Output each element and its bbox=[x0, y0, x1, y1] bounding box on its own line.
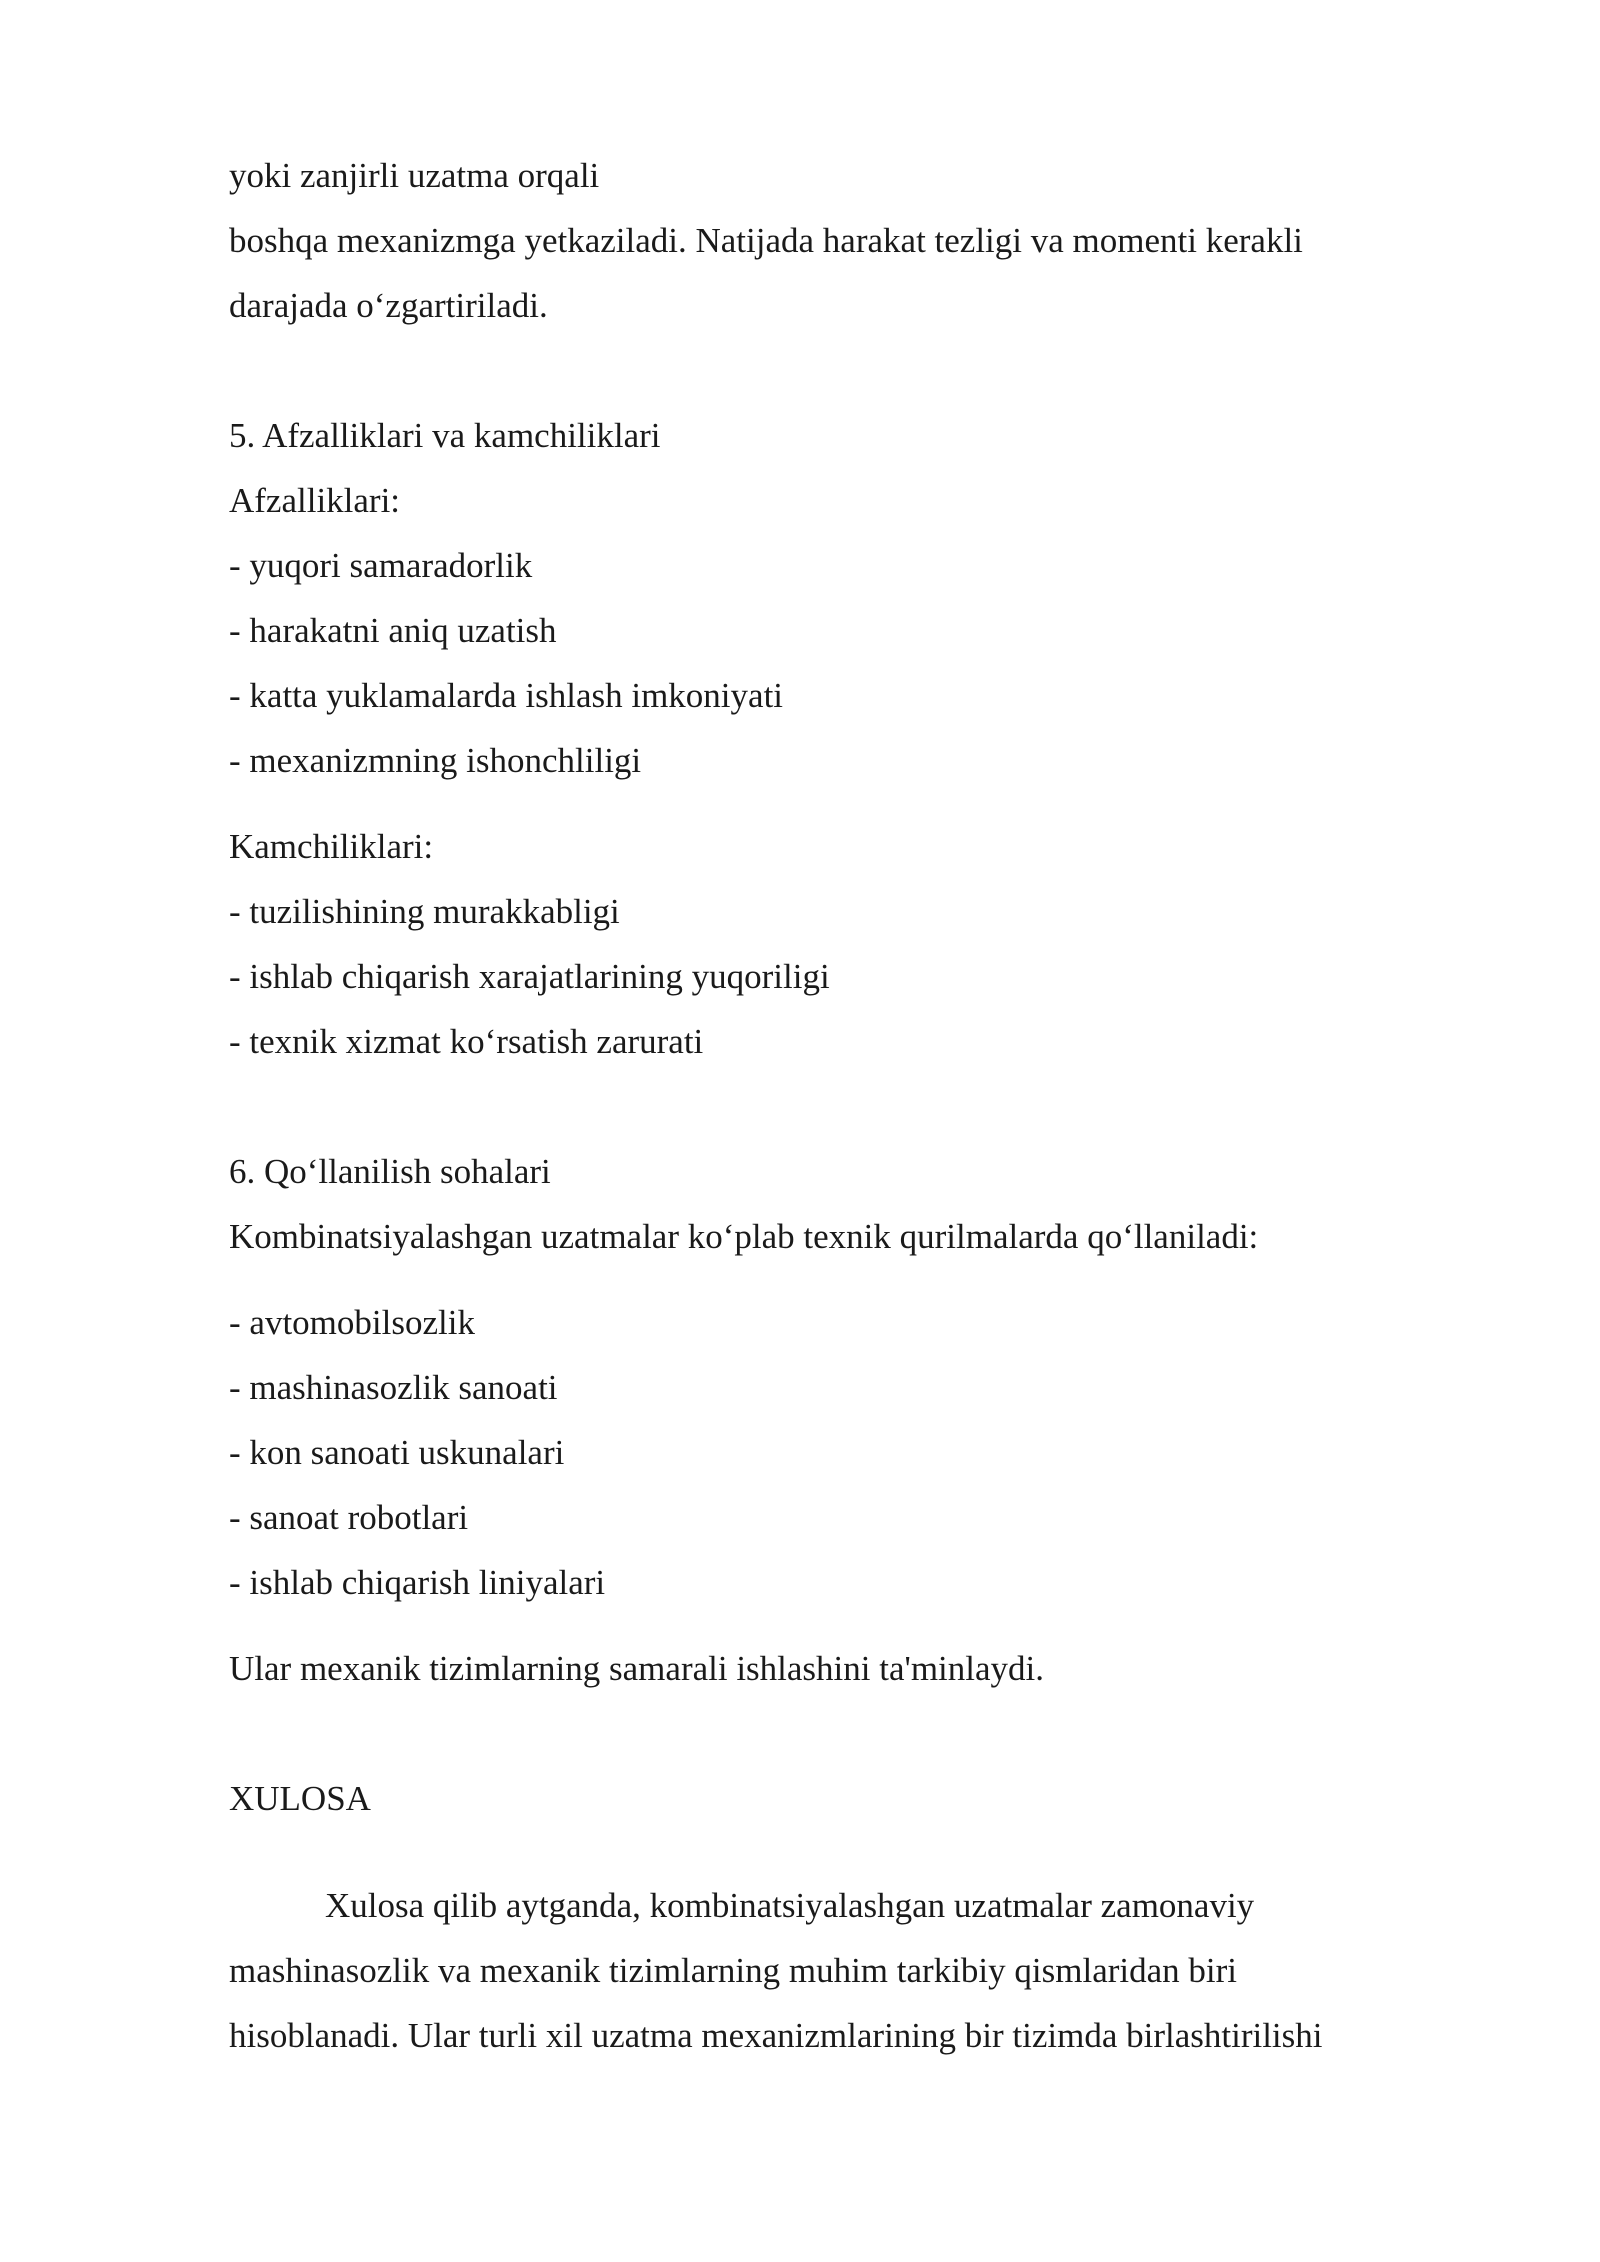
application-item: - ishlab chiqarish liniyalari bbox=[229, 1563, 606, 1602]
intro-line-3: darajada o‘zgartiriladi. bbox=[229, 286, 548, 325]
advantage-item: - yuqori samaradorlik bbox=[229, 546, 533, 585]
section-5-heading: 5. Afzalliklari va kamchiliklari bbox=[229, 416, 661, 455]
application-item: - mashinasozlik sanoati bbox=[229, 1368, 558, 1407]
advantage-item: - harakatni aniq uzatish bbox=[229, 611, 557, 650]
section-6-heading: 6. Qo‘llanilish sohalari bbox=[229, 1152, 551, 1191]
application-item: - sanoat robotlari bbox=[229, 1498, 469, 1537]
section-6-closing: Ular mexanik tizimlarning samarali ishlashini ta'minlaydi. bbox=[229, 1649, 1044, 1688]
application-item: - avtomobilsozlik bbox=[229, 1303, 475, 1342]
application-item: - kon sanoati uskunalari bbox=[229, 1433, 565, 1472]
disadvantages-title: Kamchiliklari: bbox=[229, 827, 434, 866]
conclusion-heading: XULOSA bbox=[229, 1779, 371, 1818]
disadvantage-item: - texnik xizmat ko‘rsatish zarurati bbox=[229, 1022, 704, 1061]
disadvantage-item: - tuzilishining murakkabligi bbox=[229, 892, 620, 931]
intro-line-1: yoki zanjirli uzatma orqali bbox=[229, 156, 600, 195]
conclusion-line-2: mashinasozlik va mexanik tizimlarning muhim tarkibiy qismlaridan biri bbox=[229, 1951, 1237, 1990]
advantage-item: - katta yuklamalarda ishlash imkoniyati bbox=[229, 676, 784, 715]
intro-line-2: boshqa mexanizmga yetkaziladi. Natijada harakat tezligi va momenti kerakli bbox=[229, 221, 1303, 260]
section-6-intro: Kombinatsiyalashgan uzatmalar ko‘plab texnik qurilmalarda qo‘llaniladi: bbox=[229, 1217, 1259, 1256]
advantages-title: Afzalliklari: bbox=[229, 481, 401, 520]
conclusion-line-1: Xulosa qilib aytganda, kombinatsiyalashgan uzatmalar zamonaviy bbox=[325, 1886, 1255, 1925]
disadvantage-item: - ishlab chiqarish xarajatlarining yuqoriligi bbox=[229, 957, 830, 996]
conclusion-line-3: hisoblanadi. Ular turli xil uzatma mexanizmlarining bir tizimda birlashtirilishi bbox=[229, 2016, 1323, 2055]
advantage-item: - mexanizmning ishonchliligi bbox=[229, 741, 642, 780]
